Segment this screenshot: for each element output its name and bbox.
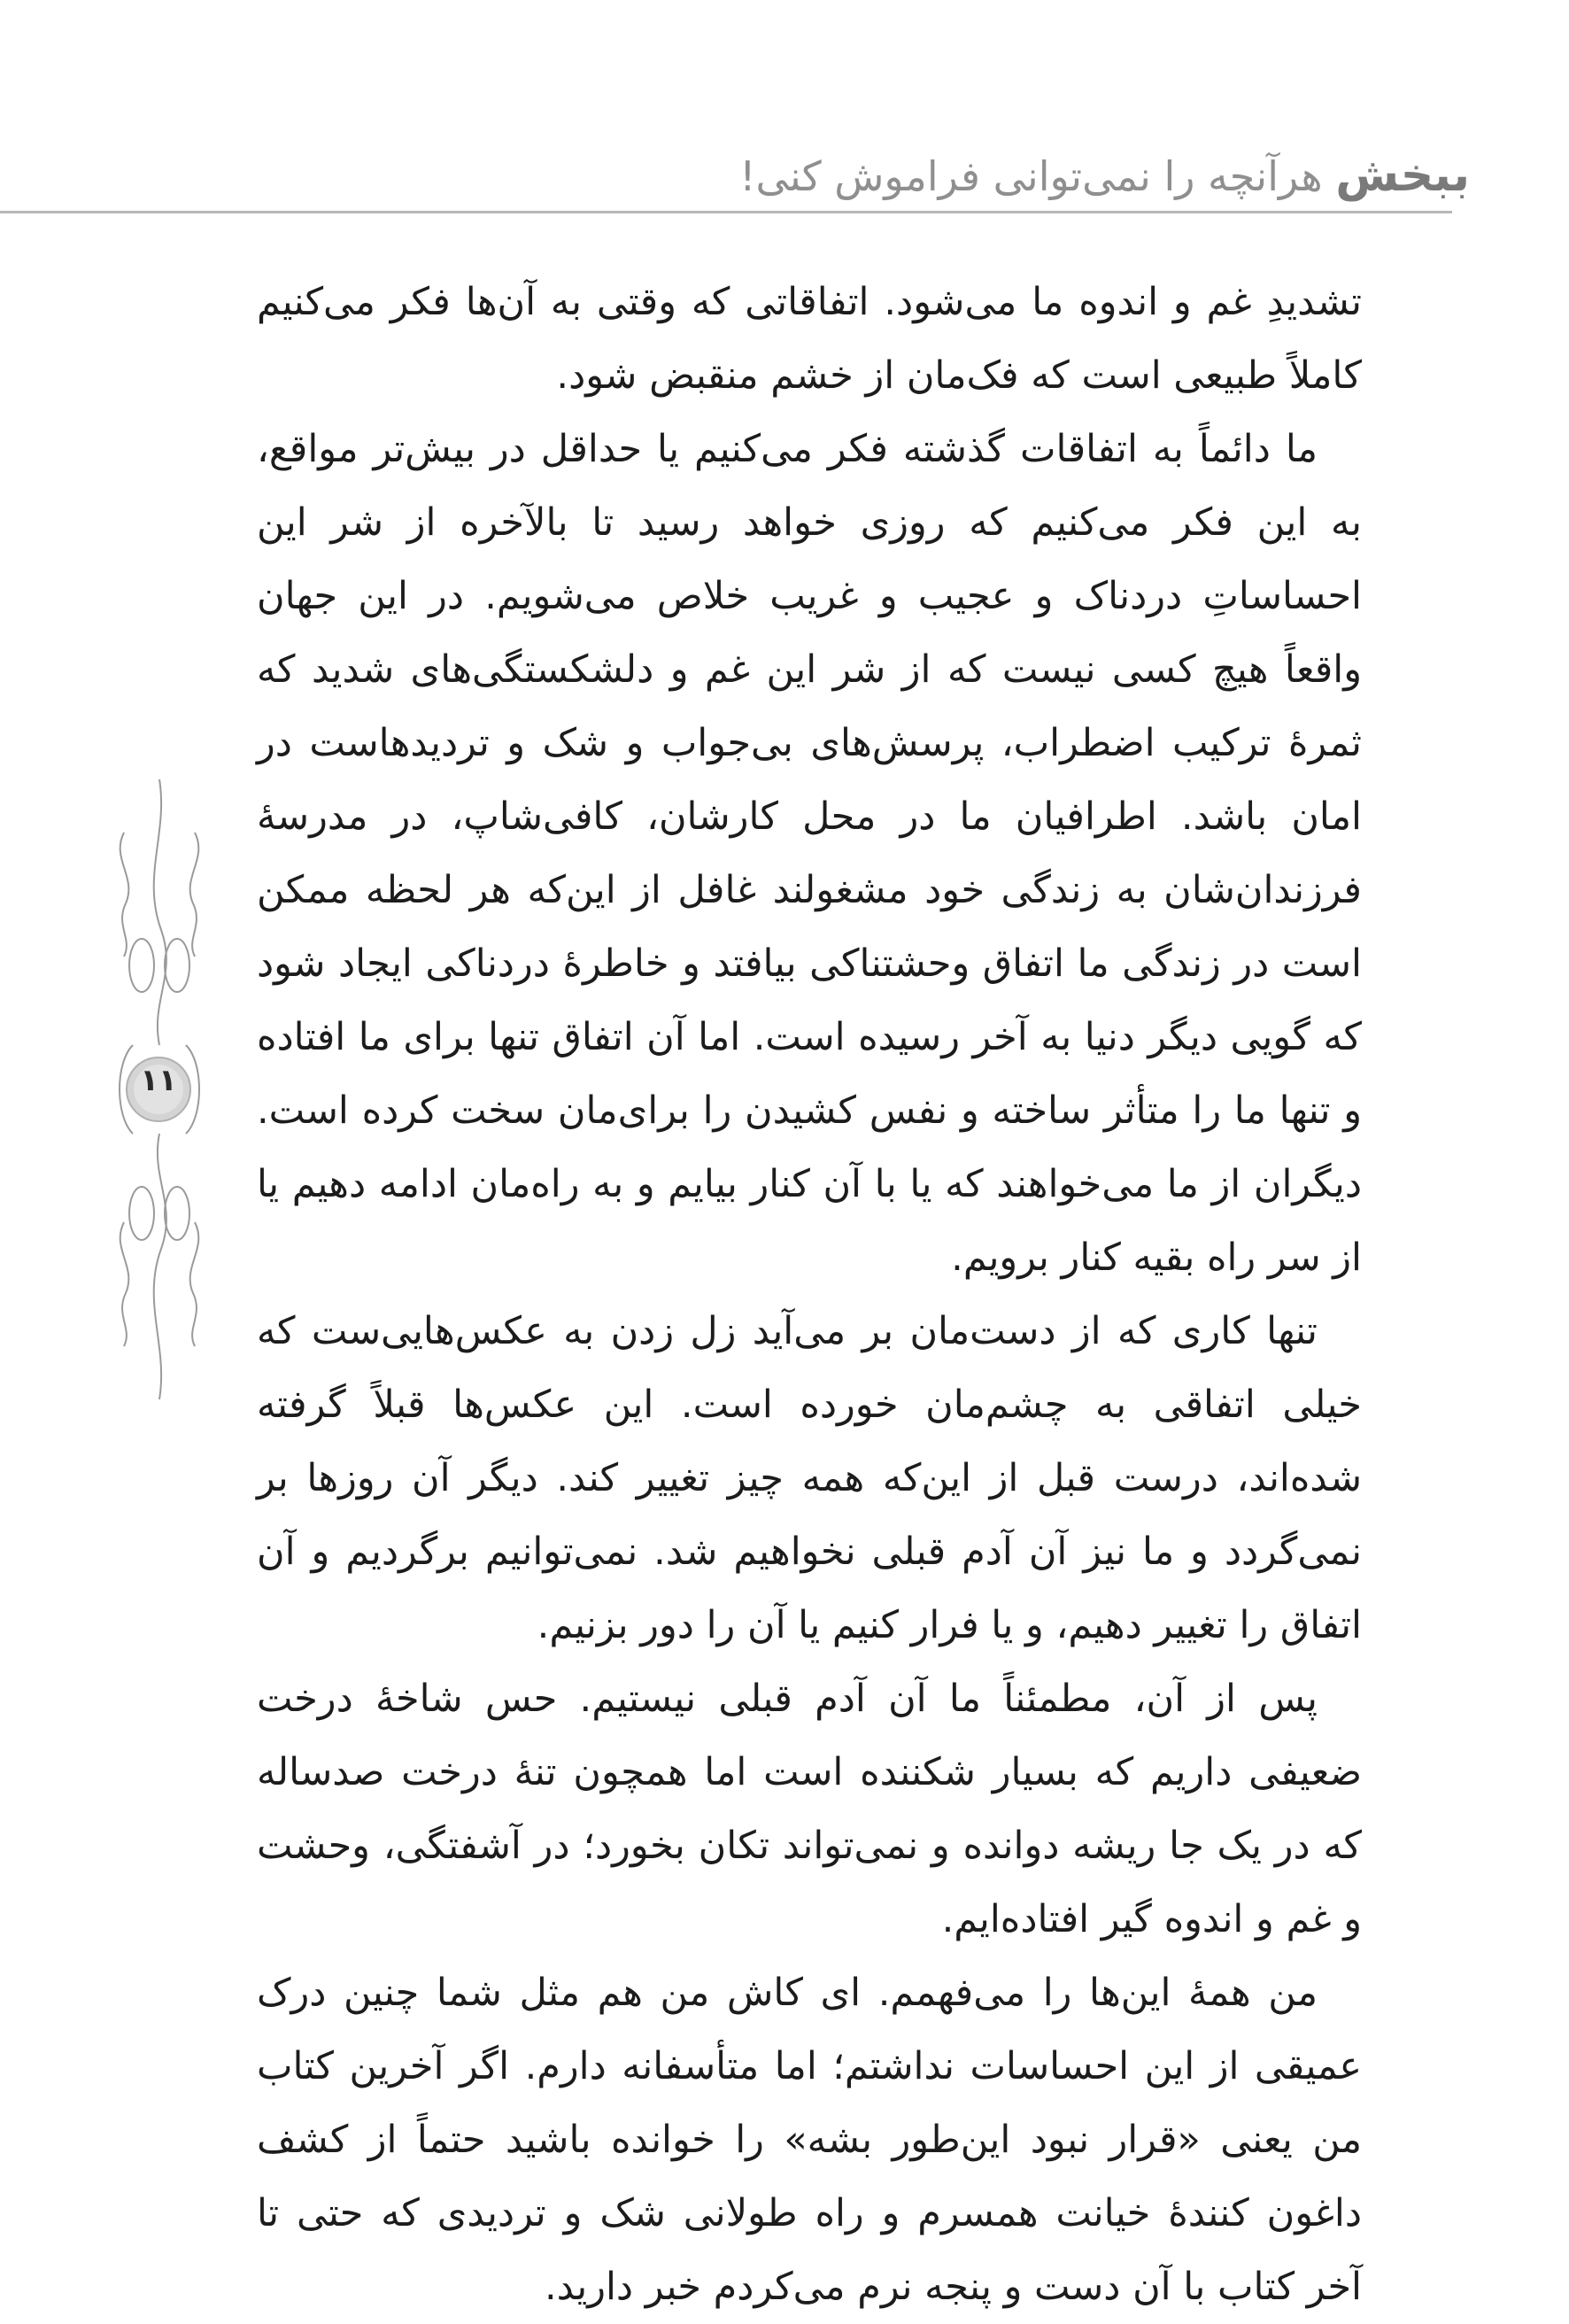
body-text — [257, 266, 1362, 2324]
body-paragraph: تشدیدِ غم و اندوه ما می‌شود. اتفاقاتی که وقتی به آن‌ها فکر می‌کنیم کاملاً طبیعی است که فک‌مان از خشم منقبض شود. — [257, 280, 1362, 398]
book-title-accent: ببخش — [1335, 149, 1470, 202]
running-header — [0, 133, 1569, 221]
book-title — [739, 149, 1470, 202]
body-paragraph: پس از آن، مطمئناً ما آن آدم قبلی نیستیم. حس شاخهٔ درخت ضعیفی داریم که بسیار شکننده است اما همچون تنهٔ درخت صدساله که در یک جا ریشه دوانده و نمی‌تواند تکان بخورد؛ در آشفتگی، وحشت و غم و اندوه گیر افتاده‌ایم. — [257, 1677, 1362, 1941]
header-rule — [0, 211, 1452, 213]
book-title-rest: هرآنچه را نمی‌توانی فراموش کنی! — [739, 152, 1336, 200]
page-number: ۱۱ — [140, 1063, 177, 1098]
body-paragraph: من همهٔ این‌ها را می‌فهمم. ای کاش من هم مثل شما چنین درک عمیقی از این احساسات نداشتم؛ اما متأسفانه دارم. اگر آخرین کتاب من یعنی «قرار نبود این‌طور بشه» را خوانده باشید حتماً از کشف داغون کنندهٔ خیانت همسرم و راه طولانی شک و تردیدی که حتی تا آخر کتاب با آن دست و پنجه نرم می‌کردم خبر دارید. — [257, 1971, 1362, 2309]
body-paragraph: تنها کاری که از دست‌مان بر می‌آید زل زدن به عکس‌هایی‌ست که خیلی اتفاقی به چشم‌مان خورده است. این عکس‌ها قبلاً گرفته شده‌اند، درست قبل از این‌که همه چیز تغییر کند. دیگر آن روزها بر نمی‌گردد و ما نیز آن آدم قبلی نخواهیم شد. نمی‌توانیم برگردیم و آن اتفاق را تغییر دهیم، و یا فرار کنیم یا آن را دور بزنیم. — [257, 1309, 1362, 1647]
body-paragraph: ما دائماً به اتفاقات گذشته فکر می‌کنیم یا حداقل در بیش‌تر مواقع، به این فکر می‌کنیم که روزی خواهد رسید تا بالآخره از شر این احساساتِ دردناک و عجیب و غریب خلاص می‌شویم. در این جهان واقعاً هیچ کسی نیست که از شر این غم و دلشکستگی‌های شدید که ثمرهٔ ترکیب اضطراب، پرسش‌های بی‌جواب و شک و تردیدهاست در امان باشد. اطرافیان ما در محل کارشان، کافی‌شاپ، در مدرسهٔ فرزندان‌شان به زندگی خود مشغولند غافل از این‌که هر لحظه ممکن است در زندگی ما اتفاق وحشتناکی بیافتد و خاطرهٔ دردناکی ایجاد شود که گویی دیگر دنیا به آخر رسیده است. اما آن اتفاق تنها برای ما افتاده و تنها ما را متأثر ساخته و نفس کشیدن را برای‌مان سخت کرده است. دیگران از ما می‌خواهند که یا با آن کنار بیایم و به راه‌مان ادامه دهیم یا از سر راه بقیه کنار برویم. — [257, 427, 1362, 1280]
